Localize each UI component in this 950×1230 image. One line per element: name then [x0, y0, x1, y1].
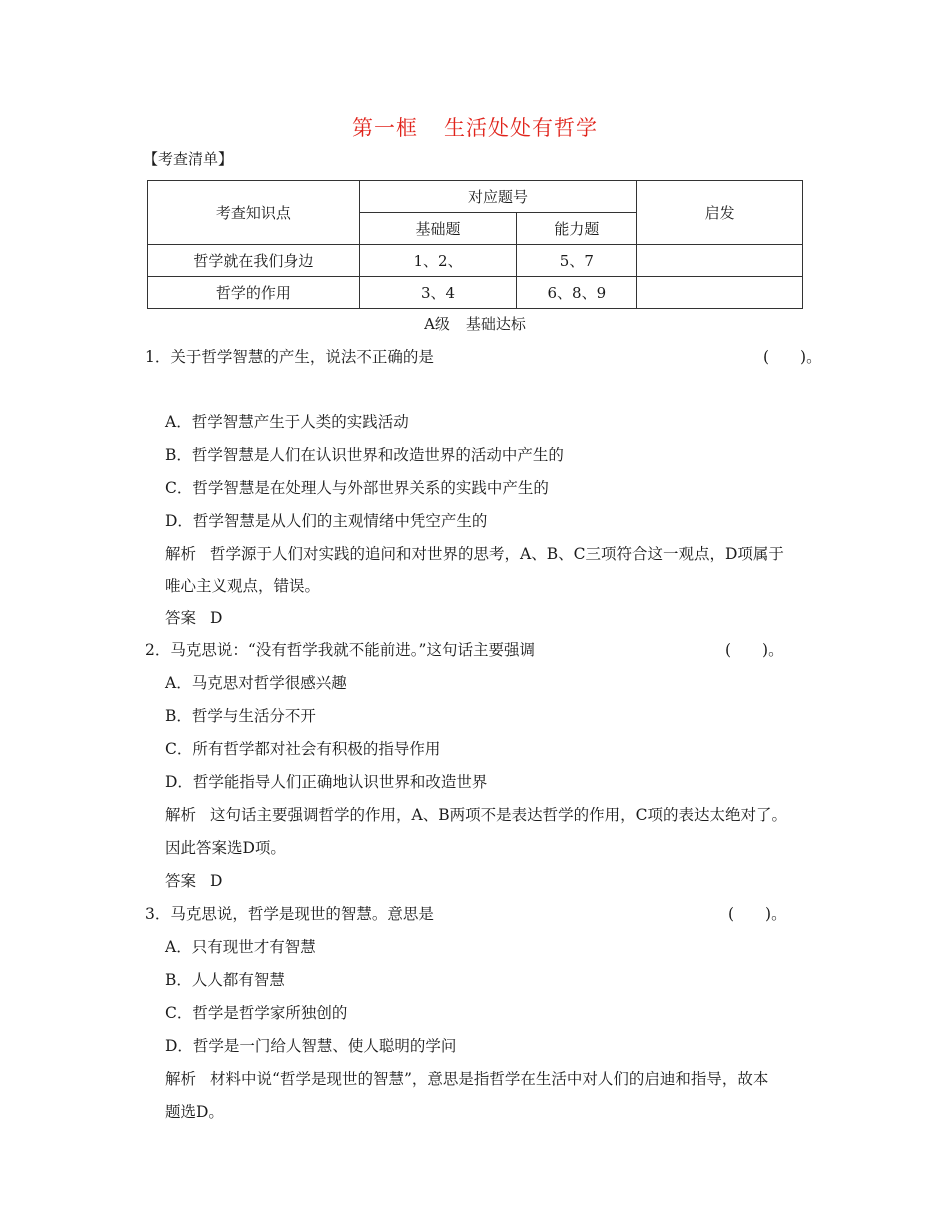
analysis-text: 材料中说“哲学是现世的智慧”，意思是指哲学在生活中对人们的启迪和指导，故本: [210, 1070, 769, 1088]
cell-topic: 哲学就在我们身边: [148, 245, 360, 277]
answer-value: D: [210, 872, 223, 890]
analysis-label: 解析: [165, 1070, 197, 1088]
checklist-label: 【考查清单】: [143, 150, 234, 168]
q2-analysis: [165, 803, 787, 825]
level-name: A级: [424, 315, 450, 333]
title-part-1: 第一框: [352, 116, 418, 140]
q2-option-a: A．马克思对哲学很感兴趣: [165, 674, 347, 692]
cell-insight: [637, 245, 803, 277]
q1-option-b: B．哲学智慧是人们在认识世界和改造世界的活动中产生的: [165, 446, 564, 464]
table-row: [148, 277, 803, 309]
analysis-label: 解析: [165, 806, 197, 824]
header-question-numbers: 对应题号: [359, 181, 637, 213]
answer-label: 答案: [165, 609, 197, 627]
cell-basic: 3、4: [359, 277, 517, 309]
level-desc: 基础达标: [465, 315, 526, 333]
q1-analysis: [165, 542, 784, 564]
q2-answer: [165, 869, 222, 891]
header-insight: 启发: [637, 181, 803, 245]
analysis-text: 哲学源于人们对实践的追问和对世界的思考，A、B、C三项符合这一观点，D项属于: [210, 545, 784, 563]
q1-option-c: C．哲学智慧是在处理人与外部世界关系的实践中产生的: [165, 479, 549, 497]
table-row: [148, 245, 803, 277]
q1-option-d: D．哲学智慧是从人们的主观情绪中凭空产生的: [165, 512, 488, 530]
header-ability: 能力题: [517, 213, 637, 245]
cell-topic: 哲学的作用: [148, 277, 360, 309]
q3-option-b: B．人人都有智慧: [165, 971, 285, 989]
q1-stem: 1．关于哲学智慧的产生，说法不正确的是: [145, 348, 434, 366]
checklist-table: [147, 180, 803, 309]
q2-option-c: C．所有哲学都对社会有积极的指导作用: [165, 740, 441, 758]
q3-analysis-cont: 题选D。: [165, 1103, 224, 1121]
analysis-text: 这句话主要强调哲学的作用，A、B两项不是表达哲学的作用，C项的表达太绝对了。: [210, 806, 787, 824]
level-heading: [0, 313, 950, 334]
q1-option-a: A．哲学智慧产生于人类的实践活动: [165, 413, 409, 431]
cell-insight: [637, 277, 803, 309]
cell-ability: 6、8、9: [517, 277, 637, 309]
q2-stem: 2．马克思说：“没有哲学我就不能前进。”这句话主要强调: [145, 641, 535, 659]
header-basic: 基础题: [359, 213, 517, 245]
q3-stem: 3．马克思说，哲学是现世的智慧。意思是: [145, 905, 434, 923]
cell-ability: 5、7: [517, 245, 637, 277]
cell-basic: 1、2、: [359, 245, 517, 277]
q3-option-c: C．哲学是哲学家所独创的: [165, 1004, 348, 1022]
answer-value: D: [210, 609, 223, 627]
q2-answer-blank: ( )。: [725, 641, 784, 659]
q1-answer: [165, 606, 222, 628]
q3-analysis: [165, 1067, 768, 1089]
q2-option-d: D．哲学能指导人们正确地认识世界和改造世界: [165, 773, 488, 791]
q3-option-a: A．只有现世才有智慧: [165, 938, 316, 956]
analysis-label: 解析: [165, 545, 197, 563]
header-knowledge-point: 考查知识点: [148, 181, 360, 245]
answer-label: 答案: [165, 872, 197, 890]
q2-option-b: B．哲学与生活分不开: [165, 707, 316, 725]
q3-answer-blank: ( )。: [728, 905, 787, 923]
q2-analysis-cont: 因此答案选D项。: [165, 839, 286, 857]
page-title: [0, 112, 950, 142]
q3-option-d: D．哲学是一门给人智慧、使人聪明的学问: [165, 1037, 457, 1055]
q1-answer-blank: ( )。: [763, 348, 822, 366]
title-part-2: 生活处处有哲学: [444, 116, 598, 140]
q1-analysis-cont: 唯心主义观点，错误。: [165, 577, 321, 595]
